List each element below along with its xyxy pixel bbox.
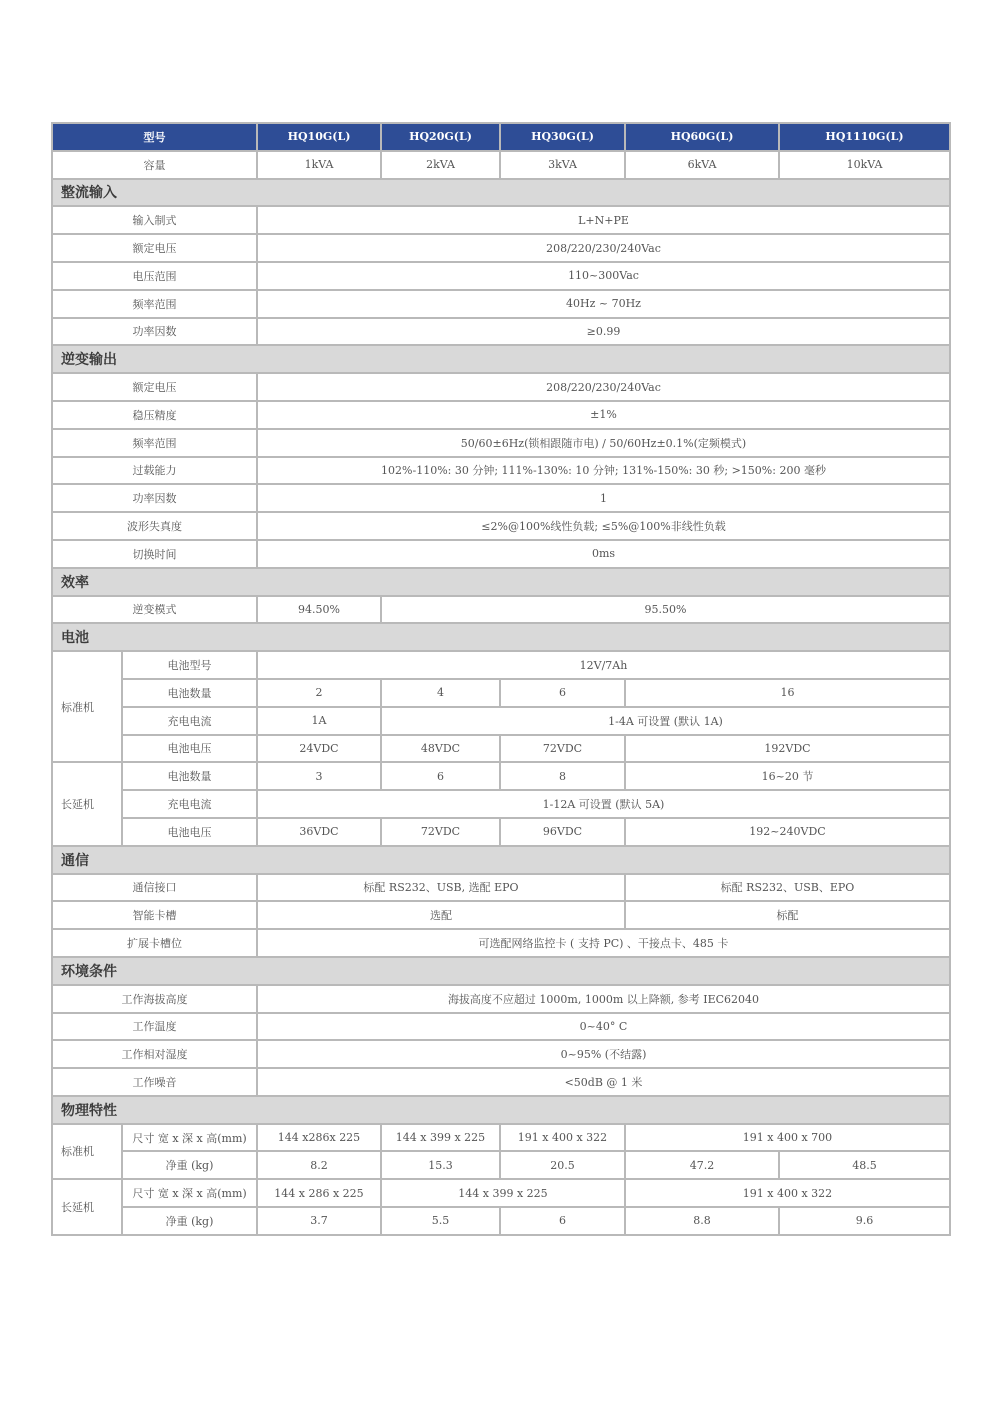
group-label: 长延机 [52,1179,122,1235]
cell: 3.7 [257,1207,381,1235]
table-row [52,874,950,902]
table-row [52,1179,950,1207]
section-row [52,846,950,874]
table-row [52,1151,950,1179]
cell: 0ms [257,540,950,568]
table-row [52,901,950,929]
table-row [52,1013,950,1041]
section-row [52,623,950,651]
section-title: 逆变输出 [52,345,950,373]
row-label: 充电电流 [122,707,257,735]
table-row [52,818,950,846]
cell: 3kVA [500,151,625,179]
row-label: 工作噪音 [52,1068,257,1096]
table-row [52,1207,950,1235]
section-title: 电池 [52,623,950,651]
row-label: 智能卡槽 [52,901,257,929]
cell: 标配 [625,901,950,929]
cell: 4 [381,679,500,707]
cell: 110~300Vac [257,262,950,290]
cell: ±1% [257,401,950,429]
cell: 48VDC [381,735,500,763]
row-label: 扩展卡槽位 [52,929,257,957]
table-row [52,735,950,763]
row-label: 功率因数 [52,484,257,512]
cell: 可选配网络监控卡 ( 支持 PC) 、干接点卡、485 卡 [257,929,950,957]
table-row [52,290,950,318]
table-row [52,1040,950,1068]
cell: 1 [257,484,950,512]
table-row [52,512,950,540]
table-row [52,484,950,512]
model-name: HQ60G(L) [625,123,779,151]
section-row [52,179,950,207]
row-label: 切换时间 [52,540,257,568]
cell: 8.8 [625,1207,779,1235]
table-row [52,651,950,679]
table-row [52,762,950,790]
cell: 191 x 400 x 322 [500,1124,625,1152]
table-row [52,1124,950,1152]
cell: 16 [625,679,950,707]
cell: 12V/7Ah [257,651,950,679]
row-label: 尺寸 宽 x 深 x 高(mm) [122,1179,257,1207]
cell: 6 [500,679,625,707]
row-label: 功率因数 [52,318,257,346]
cell: 96VDC [500,818,625,846]
table-row [52,679,950,707]
cell: 47.2 [625,1151,779,1179]
cell: 144 x 286 x 225 [257,1179,381,1207]
cell: 0~40° C [257,1013,950,1041]
row-label: 电池数量 [122,762,257,790]
cell: 1A [257,707,381,735]
cell: 8.2 [257,1151,381,1179]
row-label: 电池电压 [122,818,257,846]
row-label: 过载能力 [52,457,257,485]
cell: 6kVA [625,151,779,179]
row-label: 净重 (kg) [122,1151,257,1179]
table-row [52,401,950,429]
cell: 50/60±6Hz(锁相跟随市电) / 50/60Hz±0.1%(定频模式) [257,429,950,457]
table-row [52,1068,950,1096]
table-row [52,262,950,290]
cell: 208/220/230/240Vac [257,234,950,262]
cell: 72VDC [500,735,625,763]
cell: 191 x 400 x 700 [625,1124,950,1152]
cell: 20.5 [500,1151,625,1179]
cell: 3 [257,762,381,790]
cell: 94.50% [257,596,381,624]
row-label: 频率范围 [52,290,257,318]
cell: 6 [381,762,500,790]
row-label: 工作海拔高度 [52,985,257,1013]
cell: 10kVA [779,151,950,179]
cell: 0~95% (不结露) [257,1040,950,1068]
row-label: 逆变模式 [52,596,257,624]
cell: 6 [500,1207,625,1235]
cell: 192~240VDC [625,818,950,846]
model-label: 型号 [52,123,257,151]
table-row [52,429,950,457]
row-label: 电池型号 [122,651,257,679]
cell: 208/220/230/240Vac [257,373,950,401]
table-row [52,707,950,735]
row-label: 工作相对湿度 [52,1040,257,1068]
table-row [52,318,950,346]
cell: 191 x 400 x 322 [625,1179,950,1207]
cell: 标配 RS232、USB, 选配 EPO [257,874,625,902]
capacity-row [52,151,950,179]
table-row [52,373,950,401]
model-name: HQ1110G(L) [779,123,950,151]
row-label: 输入制式 [52,206,257,234]
row-label: 净重 (kg) [122,1207,257,1235]
cell: 标配 RS232、USB、EPO [625,874,950,902]
table-row [52,457,950,485]
cell: L+N+PE [257,206,950,234]
spec-table [51,122,951,1236]
section-title: 通信 [52,846,950,874]
cell: 144 x 399 x 225 [381,1179,625,1207]
section-title: 环境条件 [52,957,950,985]
cell: 2 [257,679,381,707]
cell: 192VDC [625,735,950,763]
row-label: 通信接口 [52,874,257,902]
table-row [52,790,950,818]
cell: 72VDC [381,818,500,846]
section-row [52,568,950,596]
row-label: 工作温度 [52,1013,257,1041]
row-label: 容量 [52,151,257,179]
row-label: 电池数量 [122,679,257,707]
cell: 1-4A 可设置 (默认 1A) [381,707,950,735]
cell: 16~20 节 [625,762,950,790]
section-title: 整流输入 [52,179,950,207]
row-label: 电池电压 [122,735,257,763]
model-name: HQ10G(L) [257,123,381,151]
cell: 48.5 [779,1151,950,1179]
section-row [52,957,950,985]
cell: 15.3 [381,1151,500,1179]
row-label: 稳压精度 [52,401,257,429]
cell: 24VDC [257,735,381,763]
row-label: 额定电压 [52,373,257,401]
table-row [52,540,950,568]
section-row [52,1096,950,1124]
model-name: HQ20G(L) [381,123,500,151]
cell: 95.50% [381,596,950,624]
group-label: 标准机 [52,1124,122,1180]
table-row [52,206,950,234]
cell: ≤2%@100%线性负载; ≤5%@100%非线性负载 [257,512,950,540]
row-label: 额定电压 [52,234,257,262]
model-name: HQ30G(L) [500,123,625,151]
cell: 选配 [257,901,625,929]
cell: 144 x286x 225 [257,1124,381,1152]
section-title: 效率 [52,568,950,596]
group-label: 标准机 [52,651,122,762]
cell: 40Hz ~ 70Hz [257,290,950,318]
row-label: 频率范围 [52,429,257,457]
cell: 102%-110%: 30 分钟; 111%-130%: 10 分钟; 131%-150%: 30 秒; >150%: 200 毫秒 [257,457,950,485]
cell: ≥0.99 [257,318,950,346]
section-title: 物理特性 [52,1096,950,1124]
table-row [52,234,950,262]
cell: 5.5 [381,1207,500,1235]
header-row [52,123,950,151]
cell: 8 [500,762,625,790]
group-label: 长延机 [52,762,122,845]
cell: <50dB @ 1 米 [257,1068,950,1096]
table-row [52,596,950,624]
cell: 海拔高度不应超过 1000m, 1000m 以上降额, 参考 IEC62040 [257,985,950,1013]
cell: 36VDC [257,818,381,846]
row-label: 波形失真度 [52,512,257,540]
row-label: 尺寸 宽 x 深 x 高(mm) [122,1124,257,1152]
row-label: 电压范围 [52,262,257,290]
cell: 9.6 [779,1207,950,1235]
cell: 2kVA [381,151,500,179]
cell: 1kVA [257,151,381,179]
cell: 1-12A 可设置 (默认 5A) [257,790,950,818]
table-row [52,985,950,1013]
cell: 144 x 399 x 225 [381,1124,500,1152]
table-row [52,929,950,957]
row-label: 充电电流 [122,790,257,818]
section-row [52,345,950,373]
